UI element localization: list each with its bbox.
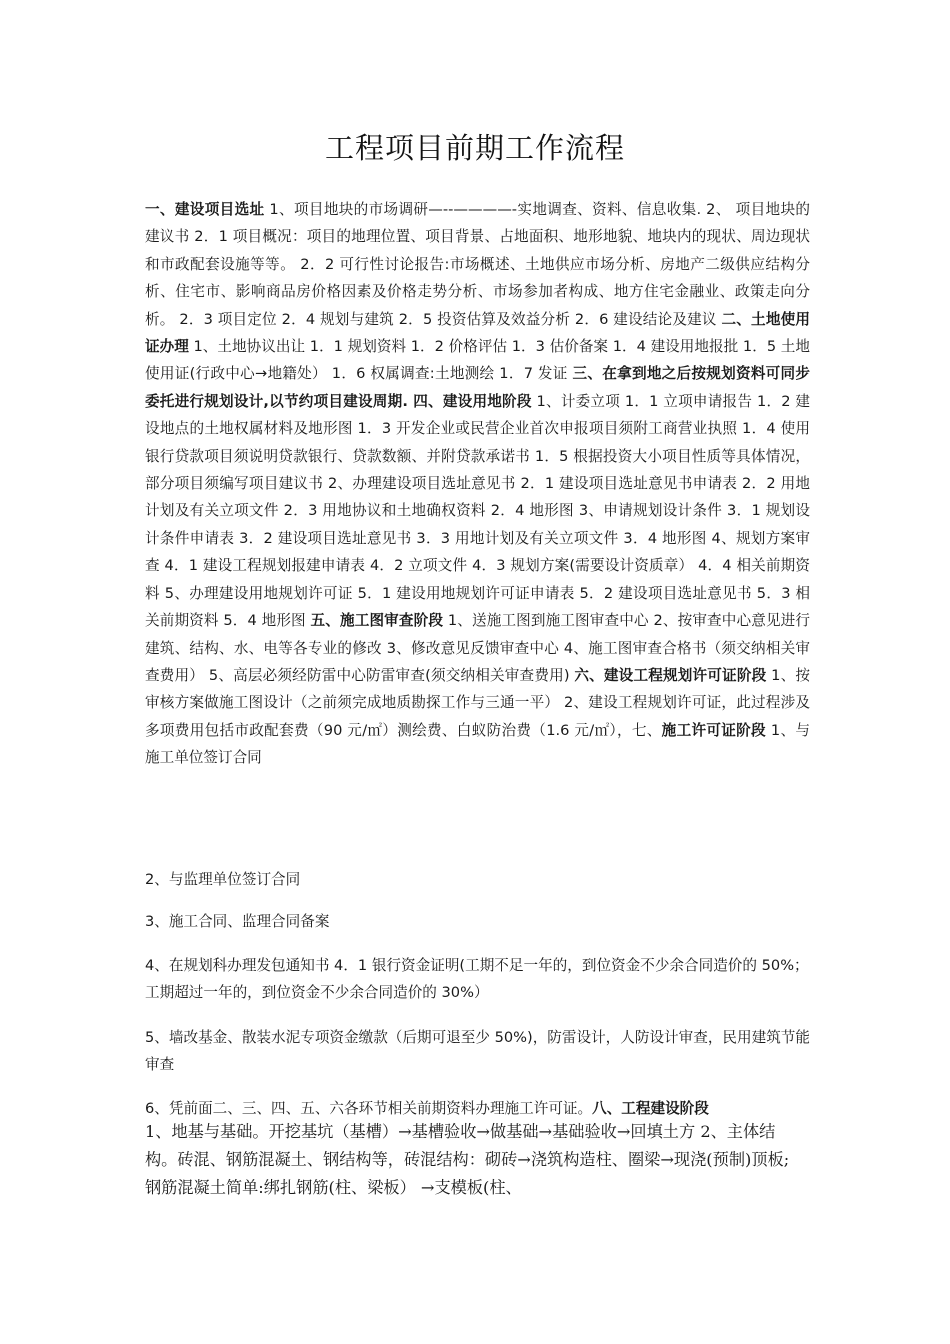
section-6-heading: 六、建设工程规划许可证阶段 [574, 666, 767, 684]
list-item-2: 2、与监理单位签订合同 [145, 871, 301, 888]
section-3-heading: 三、在拿到地之后按规划资料可同步委托进行规划设计,以节约项目建设周期. [145, 365, 810, 410]
section-8-heading: 八、工程建设阶段 [592, 1100, 709, 1117]
section-1-heading: 一、建设项目选址 [145, 201, 265, 218]
list-item-4: 4、在规划科办理发包通知书 4．1 银行资金证明(工期不足一年的，到位资金不少余合同造价的 50%；工期超过一年的，到位资金不少余合同造价的 30%） [145, 957, 809, 1001]
section-7-text: 1、与施工单位签订合同 [145, 721, 810, 767]
section-5-heading: 五、施工图审查阶段 [310, 612, 444, 630]
main-paragraph-text [145, 196, 810, 772]
section-2-text: 1、土地协议出让 1．1 规划资料 1．2 价格评估 1．3 估价备案 1．4 建设用地报批 1．5 土地使用证(行政中心→地籍处） 1．6 权属调查:土地测绘 1．7 发证 [145, 338, 810, 383]
section-5-text: 1、送施工图到施工图审查中心 2、按审查中心意见进行建筑、结构、水、电等各专业的修改 3、修改意见反馈审查中心 4、施工图审查合格书（须交纳相关审查费用） 5、高层必须经防雷中心防雷审查(须交纳相关审查费用) [145, 612, 810, 684]
section-2-heading: 二、土地使用证办理 [145, 310, 810, 356]
section-4-heading: 四、建设用地阶段 [407, 392, 532, 410]
section-6-text: 1、按审核方案做施工图设计（之前须完成地质勘探工作与三通一平） 2、建设工程规划许可证，此过程涉及多项费用包括市政配套费（90 元/㎡）测绘费、白蚁防治费（1.6 元/㎡），七、 [145, 666, 810, 739]
page-title: 工程项目前期工作流程 [324, 131, 625, 165]
main-paragraph [145, 196, 810, 772]
section-7-heading: 施工许可证阶段 [661, 721, 766, 739]
section-1-text: 1、项目地块的市场调研—--————-实地调查、资料、信息收集. 2、 项目地块的建议书 2．1 项目概况：项目的地理位置、项目背景、占地面积、地形地貌、地块内的现状、周边现状和市政配套设施等等。 2．2 可行性讨论报告:市场概述、土地供应市场分析、房地产二级供应结构分析、住宅市、影响商品房价格因素及价格走势分析、市场参加者构成、地方住宅金融业、政策走向分析。 2．3 项目定位 2．4 规划与建筑 2．5 投资估算及效益分析 2．6 建设结论及建议 [145, 201, 810, 328]
list-item-6-text: 6、凭前面二、三、四、五、六各环节相关前期资料办理施工许可证。 [145, 1100, 593, 1117]
list-item-3: 3、施工合同、监理合同备案 [145, 913, 330, 930]
section-4-text: 1、计委立项 1．1 立项申请报告 1．2 建设地点的土地权属材料及地形图 1．3 开发企业或民营企业首次申报项目须附工商营业执照 1．4 使用银行贷款项目须说明贷款银行、贷款数额、并附贷款承诺书 1．5 根据投资大小项目性质等具体情况，部分项目须编写项目建议书 2、办理建设项目选址意见书 2．1 建设项目选址意见书申请表 2．2 用地计划及有关立项文件 2．3 用地协议和土地确权资料 2．4 地形图 3、申请规划设计条件 3．1 规划设计条件申请表 3．2 建设项目选址意见书 3．3 用地计划及有关立项文件 3．4 地形图 4、规划方案审查 4．1 建设工程规划报建申请表 4．2 立项文件 4．3 规划方案(需要设计资质章） 4．4 相关前期资料 5、办理建设用地规划许可证 5．1 建设用地规划许可证申请表 5．2 建设项目选址意见书 5．3 相关前期资料 5．4 地形图 [145, 392, 810, 630]
construction-stage-paragraph: 1、地基与基础。开挖基坑（基槽）→基槽验收→做基础→基础验收→回填土方 2、主体结构。砖混、钢筋混凝土、钢结构等，砖混结构：砌砖→浇筑构造柱、圈梁→现浇(预制)顶板;钢筋混凝土简单:绑扎钢筋(柱、梁板） →支模板(柱、 [145, 1122, 790, 1197]
list-item-5: 5、墙改基金、散装水泥专项资金缴款（后期可退至少 50%)，防雷设计，人防设计审查，民用建筑节能审查 [145, 1029, 810, 1073]
